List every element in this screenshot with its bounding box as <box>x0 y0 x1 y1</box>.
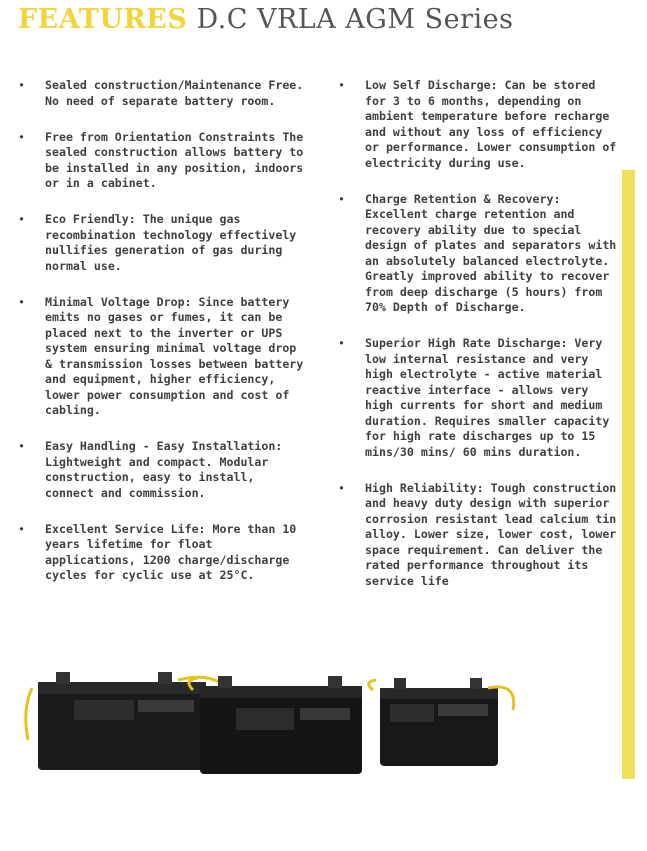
features-right-column <box>338 78 623 610</box>
feature-item <box>338 192 623 316</box>
feature-text: Superior High Rate Discharge: Very low internal resistance and very high electrolyte - active material reactive interface - allows very high currents for short and medium duration. Requires smaller capacity for high rate discharges up to 15 mins/30 mins/ 60 mins duration. <box>365 336 610 459</box>
feature-text: Free from Orientation Constraints The sealed construction allows battery to be installed in any position, indoors or in a cabinet. <box>45 129 304 190</box>
feature-item <box>18 522 308 584</box>
title-rest: D.C VRLA AGM Series <box>187 4 514 35</box>
feature-text: Low Self Discharge: Can be stored for 3 to 6 months, depending on ambient temperature before recharge and without any loss of efficiency or performance. Lower consumption of electricity during use. <box>365 78 617 170</box>
bullet: • <box>338 336 345 350</box>
bullet: • <box>338 191 345 206</box>
bullet: • <box>18 439 25 453</box>
feature-item <box>18 212 308 274</box>
page-title <box>18 4 513 35</box>
feature-text: Minimal Voltage Drop: Since battery emits no gases or fumes, it can be placed next to the inverter or UPS system ensuring minimal voltage drop & transmission losses between battery and equipment, higher efficiency, lower power consumption and cost of cabling. <box>45 294 304 417</box>
feature-item <box>18 295 308 419</box>
title-accent: FEATURES <box>18 4 188 35</box>
battery-right <box>369 678 514 766</box>
features-left-column <box>18 78 308 604</box>
bullet: • <box>338 78 345 92</box>
feature-text: High Reliability: Tough construction and heavy duty design with superior corrosion resistant lead calcium tin alloy. Lower size, lower cost, lower space requirement. Can deliver the rated performance throughout its service life <box>365 480 617 588</box>
feature-text: Eco Friendly: The unique gas recombination technology effectively nullifies generation of gas during normal use. <box>45 212 297 273</box>
feature-text: Charge Retention & Recovery: Excellent charge retention and recovery ability due to special design of plates and separators with an absolutely balanced electrolyte. Greatly improved ability to recover from deep discharge (5 hours) from 70% Depth of Discharge. <box>365 191 617 314</box>
accent-sidebar-bar <box>622 170 635 779</box>
bullet: • <box>18 521 25 536</box>
bullet: • <box>18 78 25 92</box>
bullet: • <box>338 480 345 495</box>
feature-item <box>18 130 308 192</box>
feature-text: Sealed construction/Maintenance Free. No need of separate battery room. <box>45 78 304 108</box>
battery-product-image <box>18 660 528 780</box>
bullet: • <box>18 129 25 144</box>
bullet: • <box>18 294 25 309</box>
feature-item <box>18 439 308 501</box>
feature-item <box>338 78 623 171</box>
feature-item <box>338 481 623 590</box>
feature-text: Excellent Service Life: More than 10 years lifetime for float applications, 1200 charge/discharge cycles for cyclic use at 25°C. <box>45 521 297 582</box>
bullet: • <box>18 212 25 226</box>
battery-middle <box>189 676 362 774</box>
feature-text: Easy Handling - Easy Installation: Lightweight and compact. Modular construction, easy to install, connect and commission. <box>45 439 283 500</box>
feature-item <box>338 336 623 460</box>
feature-item <box>18 78 308 109</box>
